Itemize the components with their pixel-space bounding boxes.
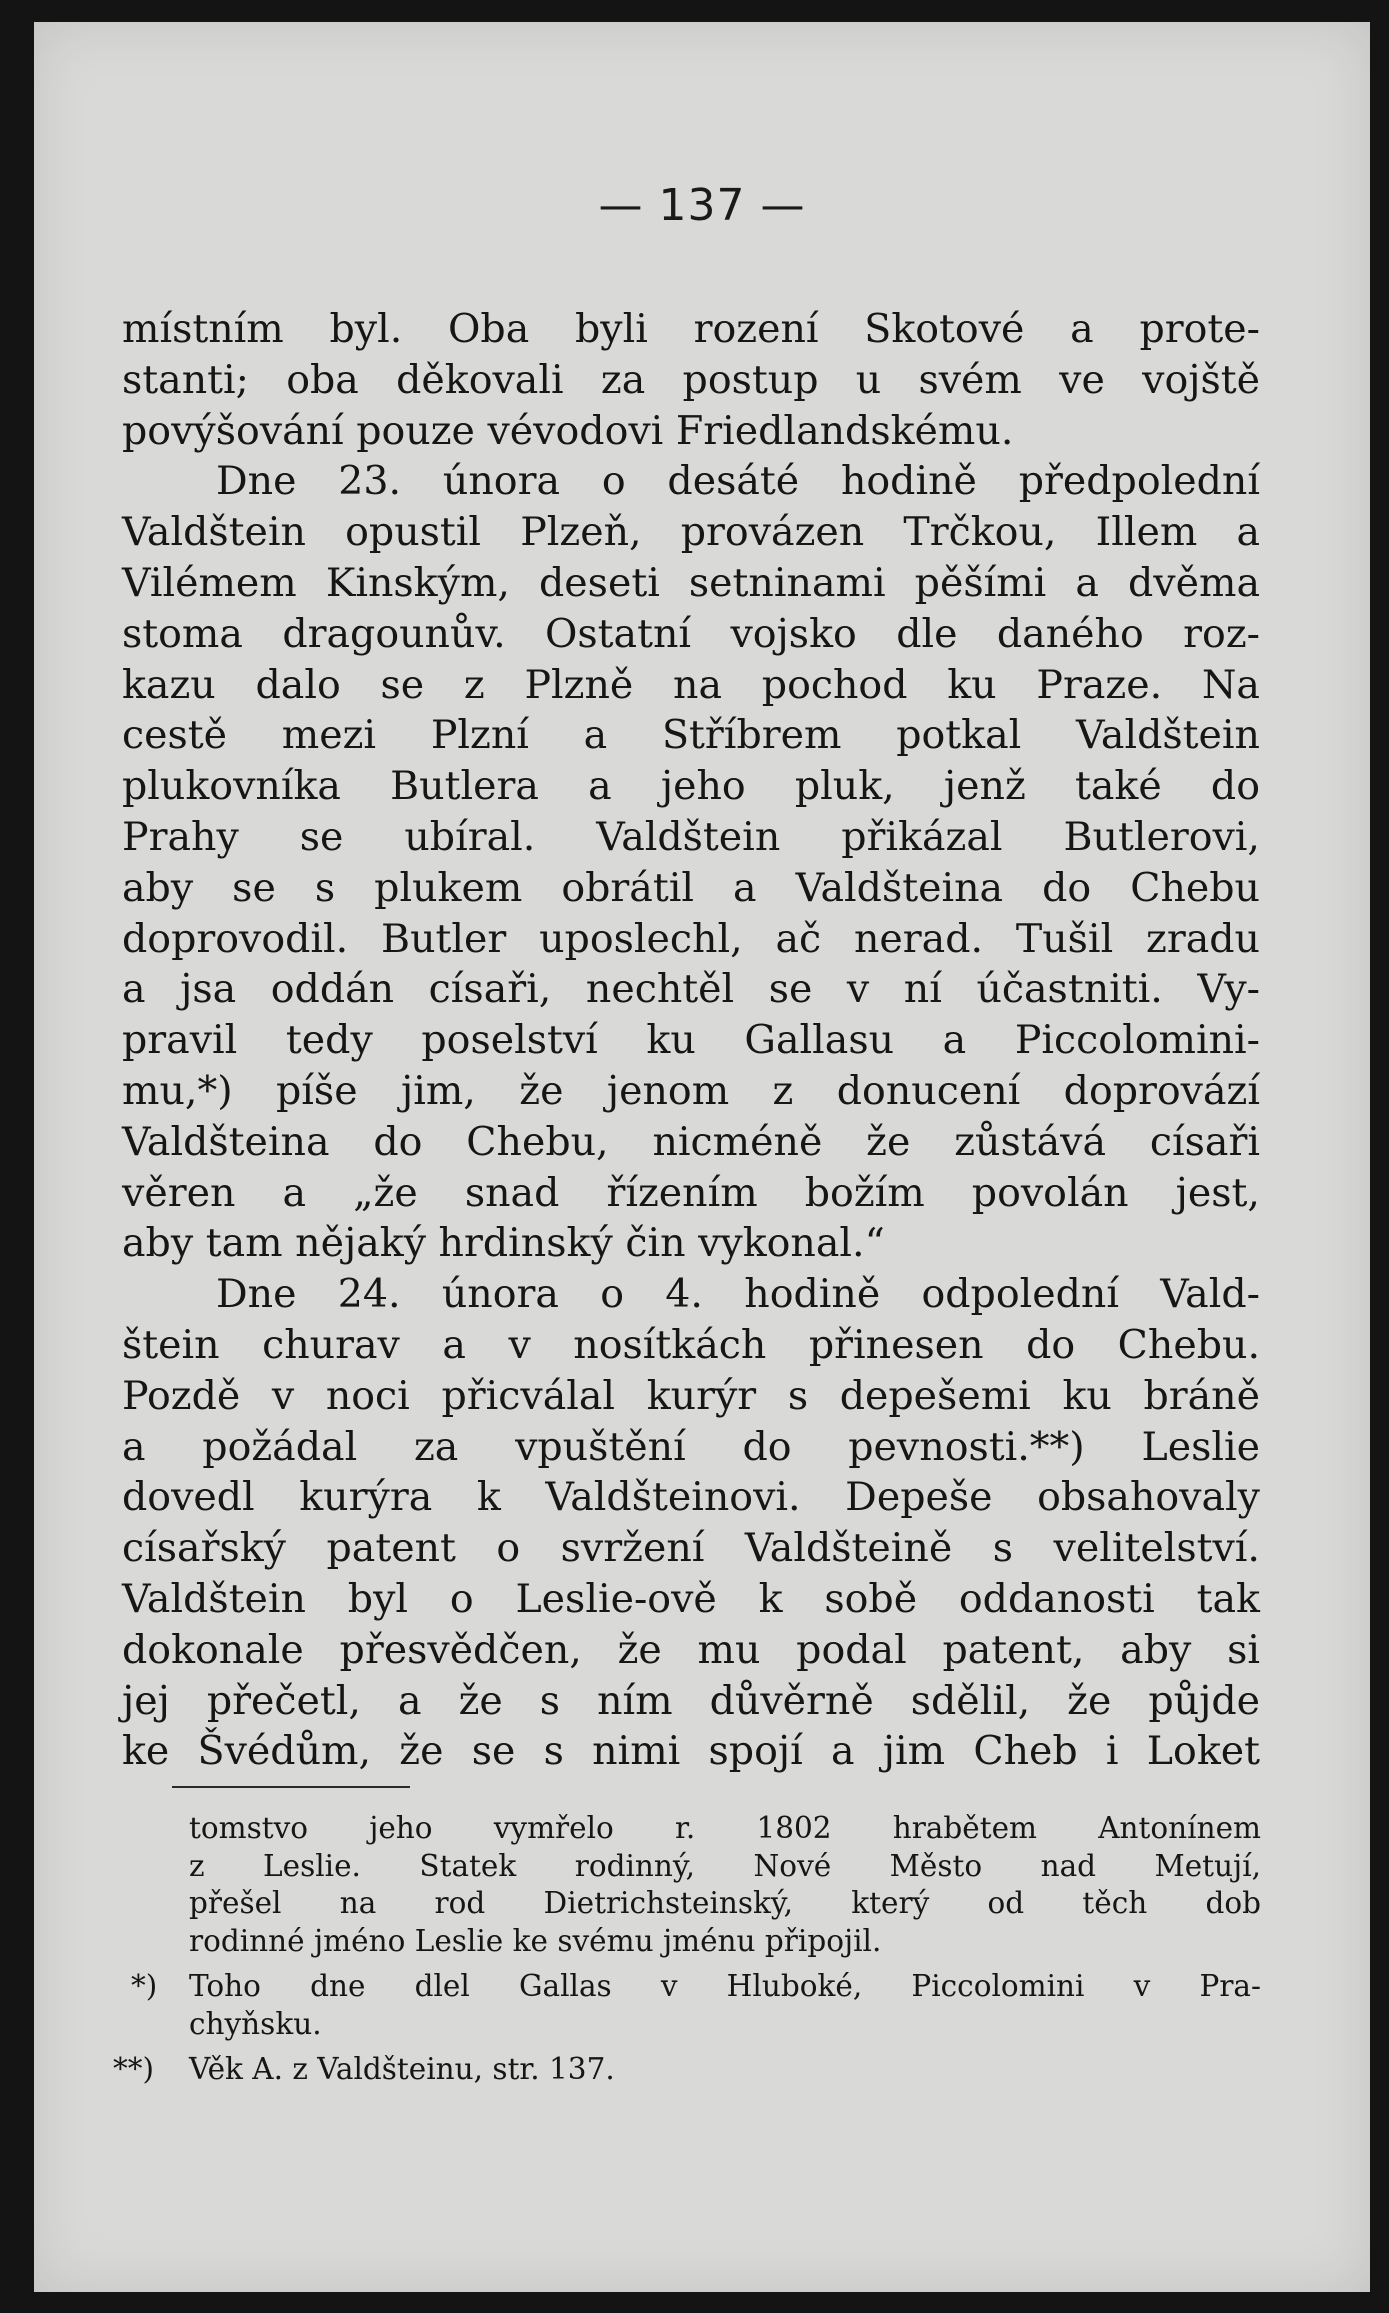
footnote-continuation-line: rodinné jméno Leslie ke svému jménu připojil. [189,1923,882,1958]
body-line: Dne 23. února o desáté hodině předpolední [216,458,1260,505]
body-line: stanti; oba děkovali za postup u svém ve vojště [122,356,1260,403]
footnote-2-text: Věk A. z Valdšteinu, str. 137. [189,2052,615,2086]
body-line: Valdšteina do Chebu, nicméně že zůstává císaři [122,1118,1260,1165]
body-text [122,304,1260,1777]
book-page [34,22,1370,2292]
body-line: Dne 24. února o 4. hodině odpolední Vald- [216,1271,1260,1318]
body-line: pravil tedy poselství ku Gallasu a Piccolomini- [122,1017,1260,1064]
footnote-1-marker: *) [131,1969,158,2003]
body-line: stoma dragounův. Ostatní vojsko dle daného roz- [122,610,1260,657]
footnote-separator [172,1786,410,1788]
body-line: doprovodil. Butler uposlechl, ač nerad. Tušil zradu [122,915,1260,962]
body-line: císařský patent o svržení Valdšteině s velitelství. [122,1525,1260,1572]
body-line: Vilémem Kinským, deseti setninami pěšími a dvěma [122,559,1260,606]
body-line: povýšování pouze vévodovi Friedlandskému. [122,407,1014,454]
body-line: mu,*) píše jim, že jenom z donucení doprovází [122,1067,1260,1114]
body-line: Valdštein byl o Leslie-ově k sobě oddanosti tak [122,1575,1260,1622]
body-line: aby se s plukem obrátil a Valdšteina do Chebu [122,864,1260,911]
body-line: místním byl. Oba byli rození Skotové a prote- [122,306,1260,352]
footnotes [113,1810,1261,2089]
footnote-continuation-line: přešel na rod Dietrichsteinský, který od těch dob [189,1886,1261,1920]
footnote-gap [189,2043,1261,2051]
body-line: Prahy se ubíral. Valdštein přikázal Butlerovi, [122,813,1260,860]
body-line: aby tam nějaký hrdinský čin vykonal.“ [122,1220,885,1267]
body-line: a požádal za vpuštění do pevnosti.**) Leslie [122,1423,1260,1470]
footnote-1 [131,1968,1261,2006]
body-line: štein churav a v nosítkách přinesen do Chebu. [122,1321,1260,1368]
footnote-2 [113,2051,1261,2089]
body-line: a jsa oddán císaři, nechtěl se v ní účastniti. Vy- [122,966,1260,1013]
body-line: cestě mezi Plzní a Stříbrem potkal Valdštein [122,712,1260,759]
body-line: ke Švédům, že se s nimi spojí a jim Cheb i Loket [122,1728,1260,1775]
footnote-gap [189,1960,1261,1968]
footnote-1-text: Toho dne dlel Gallas v Hluboké, Piccolomini v Pra- [189,1969,1261,2003]
body-line: věren a „že snad řízením božím povolán jest, [122,1169,1260,1216]
footnote-continuation-line: tomstvo jeho vymřelo r. 1802 hrabětem Antonínem [189,1811,1261,1845]
body-line: jej přečetl, a že s ním důvěrně sdělil, že půjde [122,1677,1260,1724]
body-line: plukovníka Butlera a jeho pluk, jenž také do [122,763,1260,810]
page-number: — 137 — [598,180,806,231]
body-line: Valdštein opustil Plzeň, provázen Trčkou, Illem a [122,509,1260,556]
footnote-1-continuation: chyňsku. [189,2006,322,2041]
body-line: Pozdě v noci přicválal kurýr s depešemi ku bráně [122,1372,1260,1419]
footnote-2-marker: **) [113,2052,155,2086]
body-line: dovedl kurýra k Valdšteinovi. Depeše obsahovaly [122,1474,1260,1521]
body-line: dokonale přesvědčen, že mu podal patent, aby si [122,1626,1260,1673]
footnote-continuation-line: z Leslie. Statek rodinný, Nové Město nad Metují, [189,1848,1261,1883]
body-line: kazu dalo se z Plzně na pochod ku Praze. Na [122,661,1260,708]
